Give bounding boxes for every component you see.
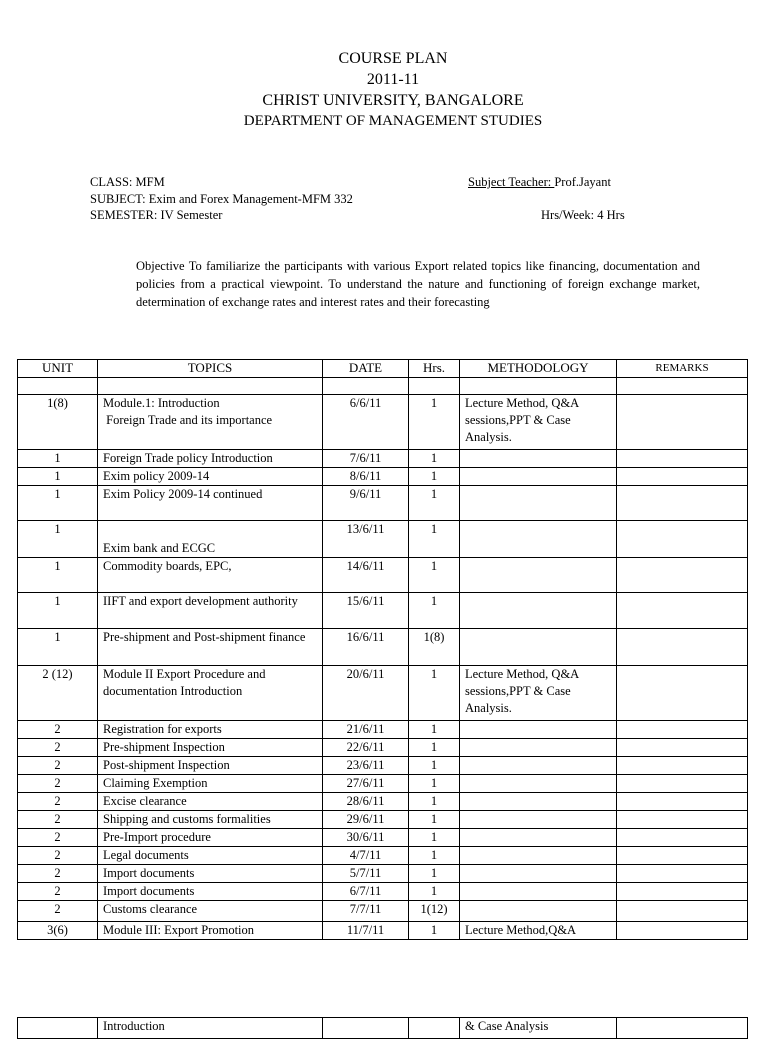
cell-topic [98, 829, 323, 847]
cell-unit: 2 [18, 829, 98, 847]
cell-date: 6/6/11 [323, 395, 409, 450]
topic-line: Exim Policy 2009-14 continued [103, 487, 263, 501]
cell-topic [98, 721, 323, 739]
table-row [18, 811, 748, 829]
cell-date: 22/6/11 [323, 739, 409, 757]
cell-unit: 1 [18, 486, 98, 521]
class-line: CLASS: MFM [90, 175, 165, 189]
cell-hrs: 1 [409, 593, 460, 629]
cell-date: 4/7/11 [323, 847, 409, 865]
cell-unit: 2 [18, 811, 98, 829]
next-page-table [17, 1017, 748, 1039]
topic-line: Import documents [103, 884, 195, 898]
course-plan-table [17, 359, 748, 940]
cell-remarks [617, 593, 748, 629]
cell-date: 15/6/11 [323, 593, 409, 629]
cell-remarks [617, 395, 748, 450]
cell-methodology [460, 829, 617, 847]
table-row [18, 593, 748, 629]
cell-hrs: 1 [409, 775, 460, 793]
cell-methodology [460, 883, 617, 901]
cell-topic [98, 521, 323, 558]
header-topics: TOPICS [98, 360, 323, 378]
cell-hrs: 1 [409, 811, 460, 829]
topic-line: Import documents [103, 866, 195, 880]
cell-topic [98, 922, 323, 940]
topic-line: IIFT and export development authority [103, 594, 298, 608]
table-row [18, 775, 748, 793]
cell-topic [98, 847, 323, 865]
next-method: & Case Analysis [460, 1018, 617, 1039]
cell-topic [98, 395, 323, 450]
topic-line [103, 523, 317, 540]
semester-line: SEMESTER: IV Semester [90, 208, 223, 222]
topic-line: Module III: Export Promotion [103, 923, 255, 937]
cell-topic [98, 666, 323, 721]
cell-methodology [460, 378, 617, 395]
table-row [18, 847, 748, 865]
table-row [18, 450, 748, 468]
cell-date: 11/7/11 [323, 922, 409, 940]
doc-title: COURSE PLAN [338, 50, 448, 67]
cell-remarks [617, 757, 748, 775]
cell-unit: 1 [18, 521, 98, 558]
cell-methodology [460, 468, 617, 486]
table-row [18, 486, 748, 521]
cell-hrs: 1 [409, 757, 460, 775]
cell-remarks [617, 901, 748, 922]
cell-hrs: 1 [409, 558, 460, 593]
cell-methodology [460, 486, 617, 521]
cell-unit [18, 378, 98, 395]
cell-date: 20/6/11 [323, 666, 409, 721]
cell-hrs: 1 [409, 847, 460, 865]
cell-remarks [617, 922, 748, 940]
cell-unit: 2 (12) [18, 666, 98, 721]
document-header [0, 48, 768, 132]
cell-remarks [617, 775, 748, 793]
table-row [18, 629, 748, 666]
cell-date: 23/6/11 [323, 757, 409, 775]
cell-remarks [617, 666, 748, 721]
topic-line: Customs clearance [103, 902, 198, 916]
cell-unit: 2 [18, 901, 98, 922]
cell-remarks [617, 811, 748, 829]
cell-hrs: 1 [409, 922, 460, 940]
cell-date: 6/7/11 [323, 883, 409, 901]
cell-methodology [460, 901, 617, 922]
cell-unit: 2 [18, 721, 98, 739]
cell-date: 9/6/11 [323, 486, 409, 521]
cell-topic [98, 558, 323, 593]
table-row [18, 901, 748, 922]
cell-unit: 1 [18, 629, 98, 666]
cell-hrs: 1 [409, 829, 460, 847]
university-name: CHRIST UNIVERSITY, BANGALORE [262, 92, 524, 109]
cell-remarks [617, 883, 748, 901]
header-date: DATE [323, 360, 409, 378]
cell-hrs: 1(8) [409, 629, 460, 666]
table-row [18, 829, 748, 847]
topic-line: Foreign Trade policy Introduction [103, 451, 273, 465]
cell-remarks [617, 721, 748, 739]
header-remarks: REMARKS [617, 360, 748, 378]
cell-hrs [409, 378, 460, 395]
table-row [18, 468, 748, 486]
cell-unit: 2 [18, 775, 98, 793]
cell-date [323, 378, 409, 395]
cell-unit: 1 [18, 450, 98, 468]
cell-topic [98, 811, 323, 829]
teacher-label: Subject Teacher: [468, 175, 555, 189]
table-row [18, 721, 748, 739]
cell-unit: 2 [18, 865, 98, 883]
cell-date: 27/6/11 [323, 775, 409, 793]
cell-remarks [617, 521, 748, 558]
table-row [18, 521, 748, 558]
cell-hrs: 1 [409, 721, 460, 739]
table-row [18, 558, 748, 593]
topic-line: Excise clearance [103, 794, 187, 808]
cell-methodology [460, 558, 617, 593]
table-header-row [18, 360, 748, 378]
cell-unit: 1 [18, 468, 98, 486]
table-row [18, 757, 748, 775]
cell-date: 7/7/11 [323, 901, 409, 922]
topic-line: Legal documents [103, 848, 189, 862]
header-unit: UNIT [18, 360, 98, 378]
topic-subline: Exim bank and ECGC [103, 541, 216, 555]
cell-unit: 3(6) [18, 922, 98, 940]
cell-remarks [617, 847, 748, 865]
cell-topic [98, 793, 323, 811]
cell-unit: 2 [18, 883, 98, 901]
cell-methodology [460, 811, 617, 829]
cell-unit: 1(8) [18, 395, 98, 450]
cell-hrs: 1(12) [409, 901, 460, 922]
cell-unit: 2 [18, 757, 98, 775]
cell-methodology [460, 757, 617, 775]
cell-topic [98, 378, 323, 395]
cell-methodology [460, 775, 617, 793]
table-row [18, 395, 748, 450]
cell-remarks [617, 468, 748, 486]
cell-remarks [617, 450, 748, 468]
header-methodology: METHODOLOGY [460, 360, 617, 378]
teacher-name: Prof.Jayant [554, 175, 611, 189]
cell-topic [98, 629, 323, 666]
topic-line: Commodity boards, EPC, [103, 559, 232, 573]
table-row [18, 739, 748, 757]
cell-hrs: 1 [409, 395, 460, 450]
cell-topic [98, 757, 323, 775]
topic-line: Module II Export Procedure and documentation Introduction [103, 667, 266, 698]
table-row [18, 1018, 748, 1039]
cell-hrs: 1 [409, 521, 460, 558]
doc-year: 2011-11 [366, 71, 420, 88]
cell-remarks [617, 865, 748, 883]
topic-line: Registration for exports [103, 722, 222, 736]
cell-remarks [617, 629, 748, 666]
cell-unit: 2 [18, 739, 98, 757]
cell-methodology: Lecture Method, Q&A sessions,PPT & Case Analysis. [460, 666, 617, 721]
cell-topic [98, 739, 323, 757]
topic-line: Module.1: Introduction [103, 396, 220, 410]
cell-methodology [460, 521, 617, 558]
cell-remarks [617, 558, 748, 593]
department-name: DEPARTMENT OF MANAGEMENT STUDIES [243, 113, 543, 129]
table-row [18, 865, 748, 883]
topic-line: Pre-shipment Inspection [103, 740, 225, 754]
cell-unit: 2 [18, 847, 98, 865]
cell-hrs: 1 [409, 450, 460, 468]
topic-line: Post-shipment Inspection [103, 758, 230, 772]
cell-topic [98, 486, 323, 521]
cell-hrs: 1 [409, 883, 460, 901]
cell-hrs: 1 [409, 468, 460, 486]
cell-methodology [460, 739, 617, 757]
table-row [18, 666, 748, 721]
cell-unit: 2 [18, 793, 98, 811]
cell-remarks [617, 486, 748, 521]
cell-methodology [460, 593, 617, 629]
cell-remarks [617, 793, 748, 811]
cell-topic [98, 450, 323, 468]
cell-hrs: 1 [409, 739, 460, 757]
cell-unit: 1 [18, 593, 98, 629]
objective-paragraph: Objective To familiarize the participants with various Export related topics like financing, documentation and policies from a practical viewpoint. To understand the nature and functioning of foreign exchange market, determination of exchange rates and interest rates and their forecasting [136, 259, 700, 309]
cell-methodology [460, 450, 617, 468]
cell-topic [98, 901, 323, 922]
topic-subline: Foreign Trade and its importance [103, 413, 273, 427]
cell-methodology: Lecture Method, Q&A sessions,PPT & Case Analysis. [460, 395, 617, 450]
cell-topic [98, 883, 323, 901]
cell-date: 28/6/11 [323, 793, 409, 811]
subject-line: SUBJECT: Exim and Forex Management-MFM 332 [90, 192, 353, 206]
topic-line: Claiming Exemption [103, 776, 208, 790]
cell-hrs: 1 [409, 666, 460, 721]
cell-methodology [460, 865, 617, 883]
cell-date: 29/6/11 [323, 811, 409, 829]
table-row [18, 793, 748, 811]
next-topic: Introduction [98, 1018, 323, 1039]
topic-line: Exim policy 2009-14 [103, 469, 210, 483]
cell-hrs: 1 [409, 793, 460, 811]
cell-methodology [460, 721, 617, 739]
cell-topic [98, 593, 323, 629]
cell-methodology [460, 629, 617, 666]
topic-line: Shipping and customs formalities [103, 812, 271, 826]
cell-date: 5/7/11 [323, 865, 409, 883]
cell-date: 21/6/11 [323, 721, 409, 739]
topic-line: Pre-shipment and Post-shipment finance [103, 630, 306, 644]
teacher-line [468, 175, 611, 189]
cell-hrs: 1 [409, 865, 460, 883]
cell-date: 8/6/11 [323, 468, 409, 486]
cell-topic [98, 865, 323, 883]
cell-date: 14/6/11 [323, 558, 409, 593]
table-row [18, 378, 748, 395]
cell-methodology: Lecture Method,Q&A [460, 922, 617, 940]
cell-topic [98, 468, 323, 486]
cell-date: 30/6/11 [323, 829, 409, 847]
table-row [18, 883, 748, 901]
cell-methodology [460, 847, 617, 865]
cell-date: 16/6/11 [323, 629, 409, 666]
cell-topic [98, 775, 323, 793]
cell-date: 7/6/11 [323, 450, 409, 468]
cell-remarks [617, 829, 748, 847]
cell-methodology [460, 793, 617, 811]
topic-line: Pre-Import procedure [103, 830, 211, 844]
cell-remarks [617, 739, 748, 757]
cell-hrs: 1 [409, 486, 460, 521]
hours-per-week: Hrs/Week: 4 Hrs [541, 208, 625, 222]
header-hrs: Hrs. [409, 360, 460, 378]
cell-remarks [617, 378, 748, 395]
table-row [18, 922, 748, 940]
cell-unit: 1 [18, 558, 98, 593]
cell-date: 13/6/11 [323, 521, 409, 558]
